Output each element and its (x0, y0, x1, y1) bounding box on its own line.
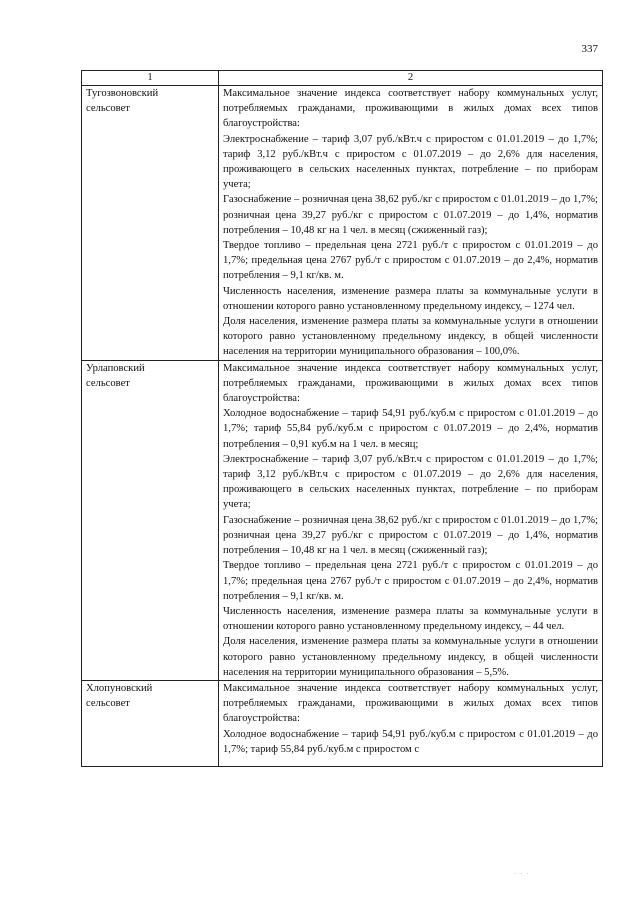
gas-paragraph: Газоснабжение – розничная цена 38,62 руб./кг с приростом с 01.01.2019 – до 1,7%; розничная цена 39,27 руб./кг с приростом с 01.07.2019 – до 1,4%, норматив потребления – 10,48 кг на 1 чел. в месяц (сжиженный газ); (223, 194, 598, 236)
table-header-row (82, 71, 603, 86)
column-number-2: 2 (219, 71, 603, 86)
table-row (82, 86, 603, 361)
description-paragraph: Максимальное значение индекса соответствует набору коммунальных услуг, потребляемых гражданами, проживающими в жилых домах всех типов благоустройства: (223, 362, 598, 405)
scan-speck: ˙ ˙ ˙ (514, 872, 530, 880)
solid-fuel-paragraph: Твердое топливо – предельная цена 2721 руб./т с приростом с 01.01.2019 – до 1,7%; предельная цена 2767 руб./т с приростом с 01.07.2019 – до 2,4%, норматив потребления – 9,1 кг/кв. м. (223, 560, 598, 602)
district-description (219, 86, 603, 361)
population-paragraph: Численность населения, изменение размера платы за коммунальные услуги в отношении которого равно установленному предельному индексу, – 1274 чел. (223, 285, 598, 312)
district-description (219, 360, 603, 680)
population-share-paragraph: Доля населения, изменение размера платы за коммунальные услуги в отношении которого равно установленному предельному индексу, в общей численности населения на территории муниципального образования – 5,5%. (223, 636, 598, 678)
electricity-paragraph: Электроснабжение – тариф 3,07 руб./кВт.ч с приростом с 01.01.2019 – до 1,7%; тариф 3,12 руб./кВт.ч с приростом с 01.07.2019 – до 2,6% для населения, проживающего в сельских населенных пунктах, потребление – по приборам учета; (223, 133, 598, 191)
cold-water-paragraph: Холодное водоснабжение – тариф 54,91 руб./куб.м с приростом с 01.01.2019 – до 1,7%; тариф 55,84 руб./куб.м с приростом с 01.07.2019 – до 2,4%, норматив потребления – 0,91 куб.м на 1 чел. в месяц; (223, 408, 598, 450)
description-paragraph: Максимальное значение индекса соответствует набору коммунальных услуг, потребляемых гражданами, проживающими в жилых домах всех типов благоустройства: (223, 682, 598, 725)
solid-fuel-paragraph: Твердое топливо – предельная цена 2721 руб./т с приростом с 01.01.2019 – до 1,7%; предельная цена 2767 руб./т с приростом с 01.07.2019 – до 2,4%, норматив потребления – 9,1 кг/кв. м. (223, 240, 598, 282)
table-row (82, 360, 603, 680)
district-name: Хлопуновский сельсовет (82, 680, 219, 766)
description-paragraph: Максимальное значение индекса соответствует набору коммунальных услуг, потребляемых гражданами, проживающими в жилых домах всех типов благоустройства: (223, 88, 598, 130)
district-name: Тугозвоновский сельсовет (82, 86, 219, 361)
electricity-paragraph: Электроснабжение – тариф 3,07 руб./кВт.ч с приростом с 01.01.2019 – до 1,7%; тариф 3,12 руб./кВт.ч с приростом с 01.07.2019 – до 2,6% для населения, проживающего в сельских населенных пунктах, потребление – по приборам учета; (223, 453, 598, 511)
population-share-paragraph: Доля населения, изменение размера платы за коммунальные услуги в отношении которого равно установленному предельному индексу, в общей численности населения на территории муниципального образования – 100,0%. (223, 316, 598, 358)
municipal-index-table (81, 70, 603, 767)
district-name: Урлаповский сельсовет (82, 360, 219, 680)
cold-water-paragraph: Холодное водоснабжение – тариф 54,91 руб./куб.м с приростом с 01.01.2019 – до 1,7%; тариф 55,84 руб./куб.м с приростом с (223, 728, 598, 755)
gas-paragraph: Газоснабжение – розничная цена 38,62 руб./кг с приростом с 01.01.2019 – до 1,7%; розничная цена 39,27 руб./кг с приростом с 01.07.2019 – до 1,4%, норматив потребления – 10,48 кг на 1 чел. в месяц (сжиженный газ); (223, 514, 598, 557)
page-number: 337 (581, 43, 598, 55)
table-row (82, 680, 603, 766)
population-paragraph: Численность населения, изменение размера платы за коммунальные услуги в отношении которого равно установленному предельному индексу, – 44 чел. (223, 605, 598, 633)
district-description (219, 680, 603, 766)
column-number-1: 1 (82, 71, 219, 86)
